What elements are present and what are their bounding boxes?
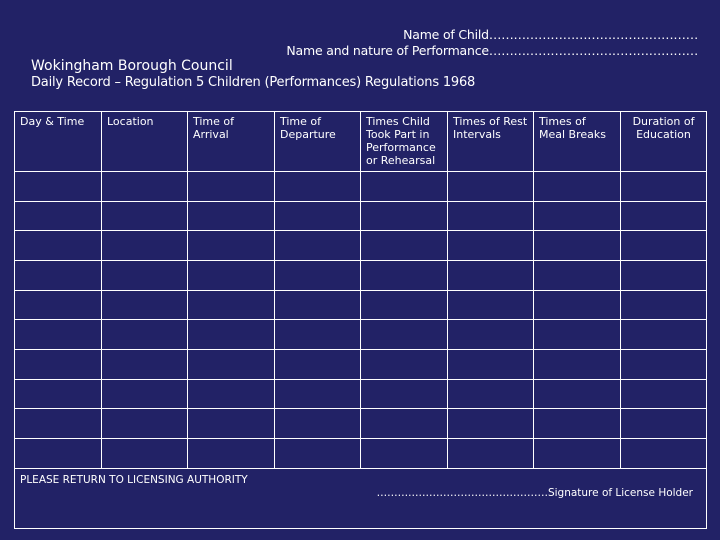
table-cell[interactable] bbox=[102, 260, 188, 290]
table-cell[interactable] bbox=[15, 201, 102, 231]
table-cell[interactable] bbox=[621, 231, 707, 261]
return-note: PLEASE RETURN TO LICENSING AUTHORITY bbox=[20, 473, 248, 486]
signature-line: ……….…………………………………Signature of License Holder bbox=[376, 486, 693, 499]
table-cell[interactable] bbox=[534, 172, 621, 202]
performance-name-field: Name and nature of Performance…………………………………………… bbox=[286, 43, 698, 58]
column-header-time-of-arrival: Time of Arrival bbox=[188, 112, 275, 172]
table-cell[interactable] bbox=[448, 231, 534, 261]
table-cell[interactable] bbox=[534, 231, 621, 261]
column-header-meal-breaks: Times of Meal Breaks bbox=[534, 112, 621, 172]
table-cell[interactable] bbox=[102, 231, 188, 261]
table-cell[interactable] bbox=[275, 231, 361, 261]
table-cell[interactable] bbox=[361, 231, 448, 261]
table-cell[interactable] bbox=[448, 379, 534, 409]
table-row bbox=[15, 349, 707, 379]
table-cell[interactable] bbox=[15, 320, 102, 350]
column-header-day-time: Day & Time bbox=[15, 112, 102, 172]
table-cell[interactable] bbox=[15, 231, 102, 261]
table-cell[interactable] bbox=[15, 349, 102, 379]
table-cell[interactable] bbox=[621, 379, 707, 409]
table-cell[interactable] bbox=[15, 379, 102, 409]
table-cell[interactable] bbox=[15, 290, 102, 320]
column-header-times-took-part: Times Child Took Part in Performance or Rehearsal bbox=[361, 112, 448, 172]
table-cell[interactable] bbox=[275, 172, 361, 202]
table-cell[interactable] bbox=[448, 260, 534, 290]
table-cell[interactable] bbox=[621, 260, 707, 290]
table-cell[interactable] bbox=[534, 201, 621, 231]
table-cell[interactable] bbox=[361, 290, 448, 320]
table-cell[interactable] bbox=[534, 409, 621, 439]
table-cell[interactable] bbox=[188, 409, 275, 439]
table-cell[interactable] bbox=[534, 290, 621, 320]
table-cell[interactable] bbox=[102, 290, 188, 320]
council-title: Wokingham Borough Council bbox=[31, 58, 233, 74]
table-row bbox=[15, 438, 707, 468]
child-name-field: Name of Child…………………………………………… bbox=[403, 27, 698, 42]
table-cell[interactable] bbox=[534, 349, 621, 379]
table-cell[interactable] bbox=[534, 438, 621, 468]
table-cell[interactable] bbox=[275, 438, 361, 468]
table-cell[interactable] bbox=[275, 290, 361, 320]
table-cell[interactable] bbox=[621, 438, 707, 468]
table-cell[interactable] bbox=[448, 320, 534, 350]
table-cell[interactable] bbox=[621, 290, 707, 320]
table-cell[interactable] bbox=[361, 438, 448, 468]
table-cell[interactable] bbox=[361, 320, 448, 350]
table-cell[interactable] bbox=[361, 409, 448, 439]
table-cell[interactable] bbox=[15, 260, 102, 290]
footer-row bbox=[15, 468, 707, 528]
table-row bbox=[15, 320, 707, 350]
table-cell[interactable] bbox=[621, 172, 707, 202]
table-cell[interactable] bbox=[448, 409, 534, 439]
table-cell[interactable] bbox=[102, 438, 188, 468]
table-cell[interactable] bbox=[188, 260, 275, 290]
document-subtitle: Daily Record – Regulation 5 Children (Performances) Regulations 1968 bbox=[31, 75, 476, 90]
table-cell[interactable] bbox=[102, 320, 188, 350]
table-cell[interactable] bbox=[534, 320, 621, 350]
table-cell[interactable] bbox=[361, 201, 448, 231]
table-cell[interactable] bbox=[275, 260, 361, 290]
table-cell[interactable] bbox=[275, 379, 361, 409]
daily-record-table bbox=[14, 111, 707, 529]
table-cell[interactable] bbox=[188, 231, 275, 261]
table-row bbox=[15, 260, 707, 290]
column-header-location: Location bbox=[102, 112, 188, 172]
table-cell[interactable] bbox=[621, 409, 707, 439]
table-cell[interactable] bbox=[621, 320, 707, 350]
table-cell[interactable] bbox=[102, 201, 188, 231]
table-cell[interactable] bbox=[448, 438, 534, 468]
table-cell[interactable] bbox=[534, 379, 621, 409]
table-cell[interactable] bbox=[188, 290, 275, 320]
table-cell[interactable] bbox=[621, 349, 707, 379]
table-cell[interactable] bbox=[275, 349, 361, 379]
table-cell[interactable] bbox=[621, 201, 707, 231]
table-cell[interactable] bbox=[534, 260, 621, 290]
table-cell[interactable] bbox=[102, 172, 188, 202]
table-row bbox=[15, 172, 707, 202]
table-cell[interactable] bbox=[361, 379, 448, 409]
table-cell[interactable] bbox=[102, 379, 188, 409]
table-row bbox=[15, 290, 707, 320]
table-row bbox=[15, 201, 707, 231]
table-row bbox=[15, 231, 707, 261]
table-cell[interactable] bbox=[275, 409, 361, 439]
table-cell[interactable] bbox=[188, 379, 275, 409]
table-cell[interactable] bbox=[188, 172, 275, 202]
table-cell[interactable] bbox=[15, 438, 102, 468]
table-cell[interactable] bbox=[448, 290, 534, 320]
header-row bbox=[15, 112, 707, 172]
table-cell[interactable] bbox=[188, 201, 275, 231]
table-cell[interactable] bbox=[188, 320, 275, 350]
table-cell[interactable] bbox=[275, 201, 361, 231]
footer-cell bbox=[15, 468, 707, 528]
table-cell[interactable] bbox=[188, 438, 275, 468]
table-row bbox=[15, 409, 707, 439]
table-cell[interactable] bbox=[188, 349, 275, 379]
table-cell[interactable] bbox=[361, 172, 448, 202]
table-row bbox=[15, 379, 707, 409]
table-cell[interactable] bbox=[361, 349, 448, 379]
column-header-duration-of-education: Duration of Education bbox=[621, 112, 707, 172]
column-header-time-of-departure: Time of Departure bbox=[275, 112, 361, 172]
table-cell[interactable] bbox=[361, 260, 448, 290]
table-cell[interactable] bbox=[102, 349, 188, 379]
column-header-rest-intervals: Times of Rest Intervals bbox=[448, 112, 534, 172]
table-cell[interactable] bbox=[448, 349, 534, 379]
table-cell[interactable] bbox=[448, 172, 534, 202]
table-cell[interactable] bbox=[275, 320, 361, 350]
table-cell[interactable] bbox=[102, 409, 188, 439]
table-cell[interactable] bbox=[15, 172, 102, 202]
table-cell[interactable] bbox=[448, 201, 534, 231]
table-cell[interactable] bbox=[15, 409, 102, 439]
